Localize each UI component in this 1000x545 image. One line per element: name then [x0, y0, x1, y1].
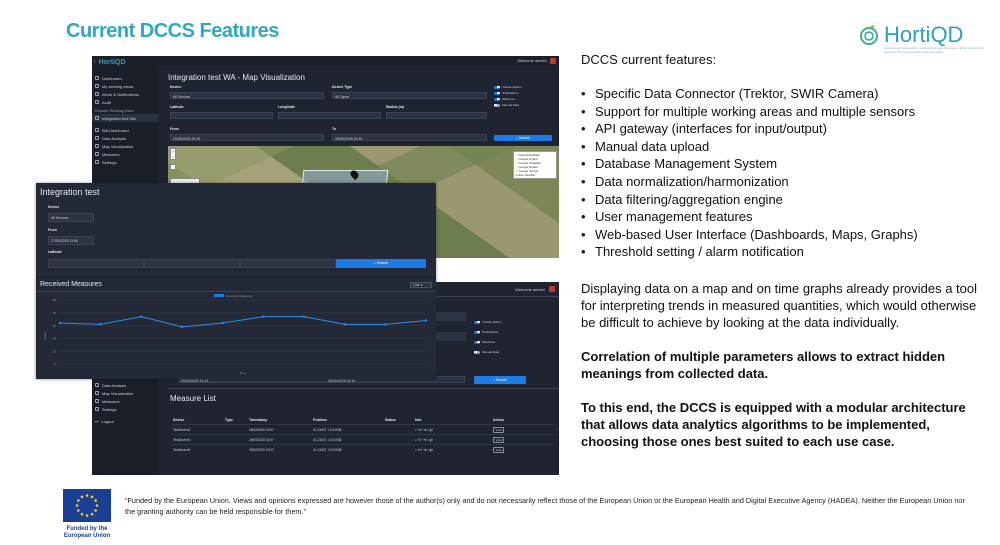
- toggle-label: Measures: [482, 340, 496, 344]
- sidebar-item-label: Measures: [102, 151, 120, 157]
- status-cell: [384, 435, 414, 445]
- map-layer-selector[interactable]: [513, 151, 557, 179]
- eu-star: [76, 504, 79, 507]
- toggle-switch[interactable]: [474, 341, 480, 344]
- y-tick-label: 50: [52, 298, 56, 303]
- device-select[interactable]: All Devices: [170, 92, 324, 99]
- logout-icon[interactable]: [550, 58, 556, 64]
- status-cell: [384, 425, 414, 435]
- toggle-notifications[interactable]: [474, 329, 534, 335]
- feature-item: • Web-based User Interface (Dashboards, Maps, Graphs): [581, 226, 981, 244]
- data-point: [181, 326, 183, 328]
- table-row[interactable]: [172, 425, 554, 435]
- collapse-icon[interactable]: ‹: [94, 59, 96, 65]
- welcome-text: Welcome admin!: [515, 287, 545, 292]
- position-cell: 41.23437, 14.91948: [312, 425, 384, 435]
- explore-section-label: Explore Working Area: [95, 107, 134, 113]
- search-button[interactable]: [474, 376, 526, 384]
- sidebar-item-wa-dashboard[interactable]: [92, 126, 158, 134]
- toggle-switch[interactable]: [494, 104, 500, 107]
- latitude-input[interactable]: [48, 259, 144, 268]
- eu-star: [91, 513, 94, 516]
- timestamp-cell: 28/05/2025 15:07: [248, 435, 312, 445]
- sidebar-item-working-areas[interactable]: [92, 82, 158, 90]
- dashboard-icon: [95, 128, 99, 132]
- search-button-label: Search: [495, 378, 508, 382]
- timestamp-cell: 28/05/2025 15:07: [248, 425, 312, 435]
- data-point: [425, 319, 427, 321]
- correlation-statement: Correlation of multiple parameters allows to extract hidden meanings from collected data.: [581, 348, 946, 381]
- dashboard-icon: [95, 76, 99, 80]
- y-tick-label: 0: [54, 362, 56, 367]
- radius-label: Radius (m): [386, 105, 405, 109]
- legend-swatch: [214, 294, 224, 297]
- column-header: Status: [385, 418, 396, 422]
- from-label: From: [170, 127, 179, 131]
- from-date-input[interactable]: 20/05/2025 15:10: [170, 134, 324, 141]
- gear-icon: [95, 407, 99, 411]
- map-icon: [95, 391, 99, 395]
- sidebar-item-measures[interactable]: [92, 150, 158, 158]
- latitude-label: Latitude: [48, 250, 62, 254]
- device-cell: TestDevice0: [172, 435, 224, 445]
- sidebar-item-label: My working areas: [102, 83, 134, 89]
- to-date-input[interactable]: 28/05/2025 15:10: [325, 376, 465, 383]
- column-header: Action: [493, 418, 504, 422]
- description-paragraph: Displaying data on a map and on time graphs already provides a tool for interpreting trends in measured quantities, which would otherwise be difficult to achieve by looking at the data individually.: [581, 280, 978, 330]
- info-cell: ● % / ℃ / gll: [414, 435, 492, 445]
- feature-item: • Data normalization/harmonization: [581, 173, 981, 191]
- field[interactable]: [436, 312, 466, 321]
- eu-star: [77, 499, 80, 502]
- y-tick-label: 10: [52, 349, 56, 354]
- eu-star: [77, 509, 80, 512]
- view-button[interactable]: View: [493, 437, 504, 443]
- flag-icon: [95, 152, 99, 156]
- from-label: From: [48, 228, 57, 232]
- search-button[interactable]: [494, 135, 552, 141]
- eu-star: [86, 494, 89, 497]
- layer-option[interactable]: ○ OpenStreetMap: [516, 153, 540, 157]
- sidebar-item-map-visualization[interactable]: [92, 142, 158, 150]
- eu-star: [81, 513, 84, 516]
- longitude-input[interactable]: [278, 112, 381, 119]
- data-point: [262, 315, 264, 317]
- area-icon: [95, 116, 99, 120]
- line-chart: [36, 292, 436, 378]
- chevron-down-icon: ▾: [420, 283, 423, 287]
- sidebar-item-dashboard[interactable]: [92, 74, 158, 82]
- sidebar-item-audit[interactable]: [92, 98, 158, 106]
- sidebar-item-data-analysis[interactable]: [92, 381, 158, 389]
- search-button[interactable]: [336, 259, 426, 268]
- toggle-include-alarms[interactable]: [474, 319, 534, 325]
- column-header: Info: [415, 418, 422, 422]
- sidebar-item-settings[interactable]: [92, 405, 158, 413]
- bell-icon: [95, 92, 99, 96]
- droplet-icon: ●: [415, 437, 417, 442]
- toggle-label: Notifications: [502, 91, 519, 95]
- radius-input[interactable]: [386, 112, 487, 119]
- layer-option[interactable]: ○ Google Terrain: [516, 169, 539, 173]
- info-cell: ● % / ℃ / gll: [414, 445, 492, 455]
- search-icon: ⌕: [515, 136, 518, 140]
- toggle-measures[interactable]: [474, 339, 534, 345]
- fullscreen-icon[interactable]: [170, 164, 176, 170]
- slide-title: Current DCCS Features: [66, 20, 279, 42]
- chart-type-dropdown[interactable]: Line ▾: [410, 282, 432, 288]
- to-date-input[interactable]: 28/05/2025 15:10: [332, 134, 487, 141]
- action-cell: [492, 435, 554, 445]
- sidebar-item-label: Map Visualization: [102, 390, 134, 396]
- divider: [436, 296, 559, 297]
- field[interactable]: [436, 332, 466, 341]
- x-axis-label: Time: [239, 371, 247, 375]
- device-select[interactable]: All Devices: [48, 213, 94, 222]
- toggle-label: Include Alarms: [482, 320, 502, 324]
- eu-star: [96, 504, 99, 507]
- action-cell: [492, 425, 554, 435]
- device-type-label: Device Type: [332, 85, 353, 89]
- data-point: [221, 322, 223, 324]
- welcome-text: Welcome admin!: [517, 58, 547, 63]
- data-point: [343, 323, 345, 325]
- logo-tagline: Harmonised framework in monitoring of harmful insects: digital solutions for detection and high-resolution detection data: [884, 46, 984, 54]
- feature-item: • Support for multiple working areas and multiple sensors: [581, 103, 981, 121]
- sidebar-item-label: Measures: [102, 398, 120, 404]
- y-tick-label: 40: [52, 311, 56, 315]
- chart-icon: [95, 136, 99, 140]
- radius-input[interactable]: [240, 259, 336, 268]
- toggle-label: Measures: [502, 97, 516, 101]
- sidebar: [92, 370, 158, 475]
- timestamp-cell: 28/05/2025 15:07: [248, 445, 312, 455]
- audit-icon: [95, 100, 99, 104]
- sidebar-item-label: Dashboard: [102, 75, 122, 81]
- data-point: [303, 315, 305, 317]
- status-cell: [384, 445, 414, 455]
- features-text: [581, 52, 981, 467]
- y-axis-label: Value: [43, 332, 47, 340]
- eu-star: [91, 496, 94, 499]
- column-header: Type: [225, 418, 233, 422]
- panel-title: Integration test: [40, 187, 100, 197]
- measure-list-title: Measure List: [170, 394, 216, 403]
- longitude-input[interactable]: [144, 259, 240, 268]
- data-point: [140, 315, 142, 317]
- feature-item: • Data filtering/aggregation engine: [581, 191, 981, 209]
- features-list: [581, 85, 981, 261]
- search-icon: ⌕: [373, 261, 376, 265]
- view-button[interactable]: View: [493, 427, 504, 433]
- areas-icon: [95, 84, 99, 88]
- series-line: [60, 317, 426, 327]
- latitude-input[interactable]: [170, 112, 273, 119]
- flag-icon: [95, 399, 99, 403]
- hortiqd-logo: [858, 22, 963, 48]
- toggle-switch[interactable]: [494, 98, 500, 101]
- measure-list-screenshot: [92, 370, 559, 475]
- data-point: [384, 323, 386, 325]
- eu-star: [86, 514, 89, 517]
- app-header: [92, 56, 559, 65]
- device-label: Device: [48, 205, 60, 209]
- sidebar-item-measures[interactable]: [92, 397, 158, 405]
- legend-label: Received Measures: [226, 293, 253, 298]
- droplet-icon: ●: [415, 427, 417, 432]
- from-date-input[interactable]: 27/05/2025 11:59: [48, 236, 94, 245]
- features-intro: DCCS current features:: [581, 52, 717, 67]
- toggle-switch[interactable]: [474, 321, 480, 324]
- zoom-control[interactable]: + −: [171, 149, 175, 160]
- logout-link[interactable]: ↦ Logout: [95, 418, 114, 424]
- eu-flag-icon: [63, 489, 111, 522]
- sidebar-item-label: Integration test WA: [102, 115, 136, 121]
- gear-icon: [95, 160, 99, 164]
- eu-star: [81, 496, 84, 499]
- integration-test-screenshot: [36, 183, 436, 278]
- logout-icon[interactable]: [549, 286, 555, 292]
- from-date-input[interactable]: 20/05/2025 15:10: [178, 376, 328, 383]
- sidebar-item-settings[interactable]: [92, 158, 158, 166]
- table-header-row: [172, 416, 554, 425]
- map-icon: [95, 144, 99, 148]
- table-row[interactable]: [172, 435, 554, 445]
- to-label: To: [332, 127, 337, 131]
- sidebar-item-label: Data Analysis: [102, 135, 127, 141]
- toggle-switch[interactable]: [494, 92, 500, 95]
- eu-stars-icon: [63, 489, 111, 522]
- sidebar-item-label: Settings: [102, 159, 117, 165]
- chart-icon: [95, 383, 99, 387]
- sidebar-brand: [92, 56, 158, 68]
- longitude-label: Longitude: [278, 105, 295, 109]
- filter-panel-screenshot: [436, 282, 559, 370]
- device-label: Device: [170, 85, 182, 89]
- sidebar-logo: HortiQD: [98, 58, 126, 66]
- column-header: Position: [313, 418, 327, 422]
- toggle-label: Notifications: [482, 330, 499, 334]
- eu-funding-label: Funded by the European Union: [63, 526, 111, 539]
- eu-star: [94, 509, 97, 512]
- layer-option[interactable]: ○ Google Roads: [516, 165, 538, 169]
- device-cell: TestDevice0: [172, 445, 224, 455]
- layer-option[interactable]: ● Esri Satellite: [516, 173, 536, 177]
- funding-disclaimer: “Funded by the European Union. Views and opinions expressed are however those of the author(s) only and do not necessarily reflect those of the European Union or the European Health and Digital Executive Agency (HADEA). Neither the European Union nor the granting authority can be held responsible for them.”: [125, 496, 965, 516]
- sidebar-item-label: Data Analysis: [102, 382, 127, 388]
- sidebar-item-label: WA Dashboard: [102, 127, 129, 133]
- eu-star: [94, 499, 97, 502]
- action-cell: [492, 445, 554, 455]
- droplet-icon: ●: [415, 447, 417, 452]
- feature-item: • User management features: [581, 208, 981, 226]
- measure-table: [172, 416, 554, 454]
- info-cell: ● % / ℃ / gll: [414, 425, 492, 435]
- toggle-switch[interactable]: [494, 86, 500, 89]
- y-tick-label: 30: [52, 323, 56, 328]
- type-cell: [224, 445, 248, 455]
- divider: [168, 388, 559, 389]
- toggle-label: Manual Data: [502, 103, 520, 107]
- leaf-logo-icon: [858, 24, 880, 46]
- toggle-manual-data[interactable]: [494, 102, 554, 108]
- device-type-select[interactable]: All Types: [332, 92, 487, 99]
- toggle-label: Include Alarms: [502, 85, 522, 89]
- toggle-switch[interactable]: [474, 331, 480, 334]
- logo-text: HortiQD: [884, 22, 964, 47]
- sidebar-item-alerts[interactable]: [92, 90, 158, 98]
- column-header: Timestamp: [249, 418, 268, 422]
- device-cell: TestDevice0: [172, 425, 224, 435]
- latitude-label: Latitude: [170, 105, 184, 109]
- filter-toggles: [494, 84, 554, 108]
- search-icon: ⌕: [492, 378, 495, 382]
- sidebar-item-label: Settings: [102, 406, 117, 412]
- position-cell: 41.23437, 14.91948: [312, 435, 384, 445]
- filter-toggles: [474, 319, 534, 355]
- logout-icon: ↦: [95, 418, 99, 424]
- search-button-label: Search: [518, 136, 531, 140]
- sidebar-item-map-visualization[interactable]: [92, 389, 158, 397]
- table-row[interactable]: [172, 445, 554, 455]
- sidebar-item-label: Map Visualization: [102, 143, 134, 149]
- received-measures-screenshot: [36, 278, 436, 379]
- feature-item: • Manual data upload: [581, 138, 981, 156]
- position-cell: 41.23437, 14.91948: [312, 445, 384, 455]
- type-cell: [224, 435, 248, 445]
- y-tick-label: 20: [52, 336, 56, 341]
- data-point: [99, 323, 101, 325]
- graph-title: Received Measures: [40, 281, 102, 288]
- sidebar-item-label: Alerts & Notifications: [102, 91, 139, 97]
- toggle-label: Manual Data: [482, 350, 500, 354]
- architecture-statement: To this end, the DCCS is equipped with a modular architecture that allows data analytics algorithms to be implemented, choosing those ones best suited to each use case.: [581, 399, 966, 449]
- feature-item: • Threshold setting / alarm notification: [581, 243, 981, 261]
- layer-option[interactable]: ○ Google Sattellite: [516, 161, 541, 165]
- sidebar-item-data-analysis[interactable]: [92, 134, 158, 142]
- view-button[interactable]: View: [493, 447, 504, 453]
- toggle-switch[interactable]: [474, 351, 480, 354]
- type-cell: [224, 425, 248, 435]
- search-button-label: Search: [376, 261, 389, 265]
- feature-item: • Specific Data Connector (Trektor, SWIR Camera): [581, 85, 981, 103]
- feature-item: • Database Management System: [581, 155, 981, 173]
- data-point: [59, 322, 61, 324]
- sidebar-item-integration-wa[interactable]: [92, 114, 158, 122]
- sidebar-item-label: Audit: [102, 99, 112, 105]
- page-title: Integration test WA - Map Visualization: [168, 73, 305, 82]
- toggle-manual-data[interactable]: [474, 349, 534, 355]
- feature-item: • API gateway (interfaces for input/output): [581, 120, 981, 138]
- column-header: Device: [173, 418, 185, 422]
- layer-option[interactable]: ○ Google Hybrid: [516, 157, 538, 161]
